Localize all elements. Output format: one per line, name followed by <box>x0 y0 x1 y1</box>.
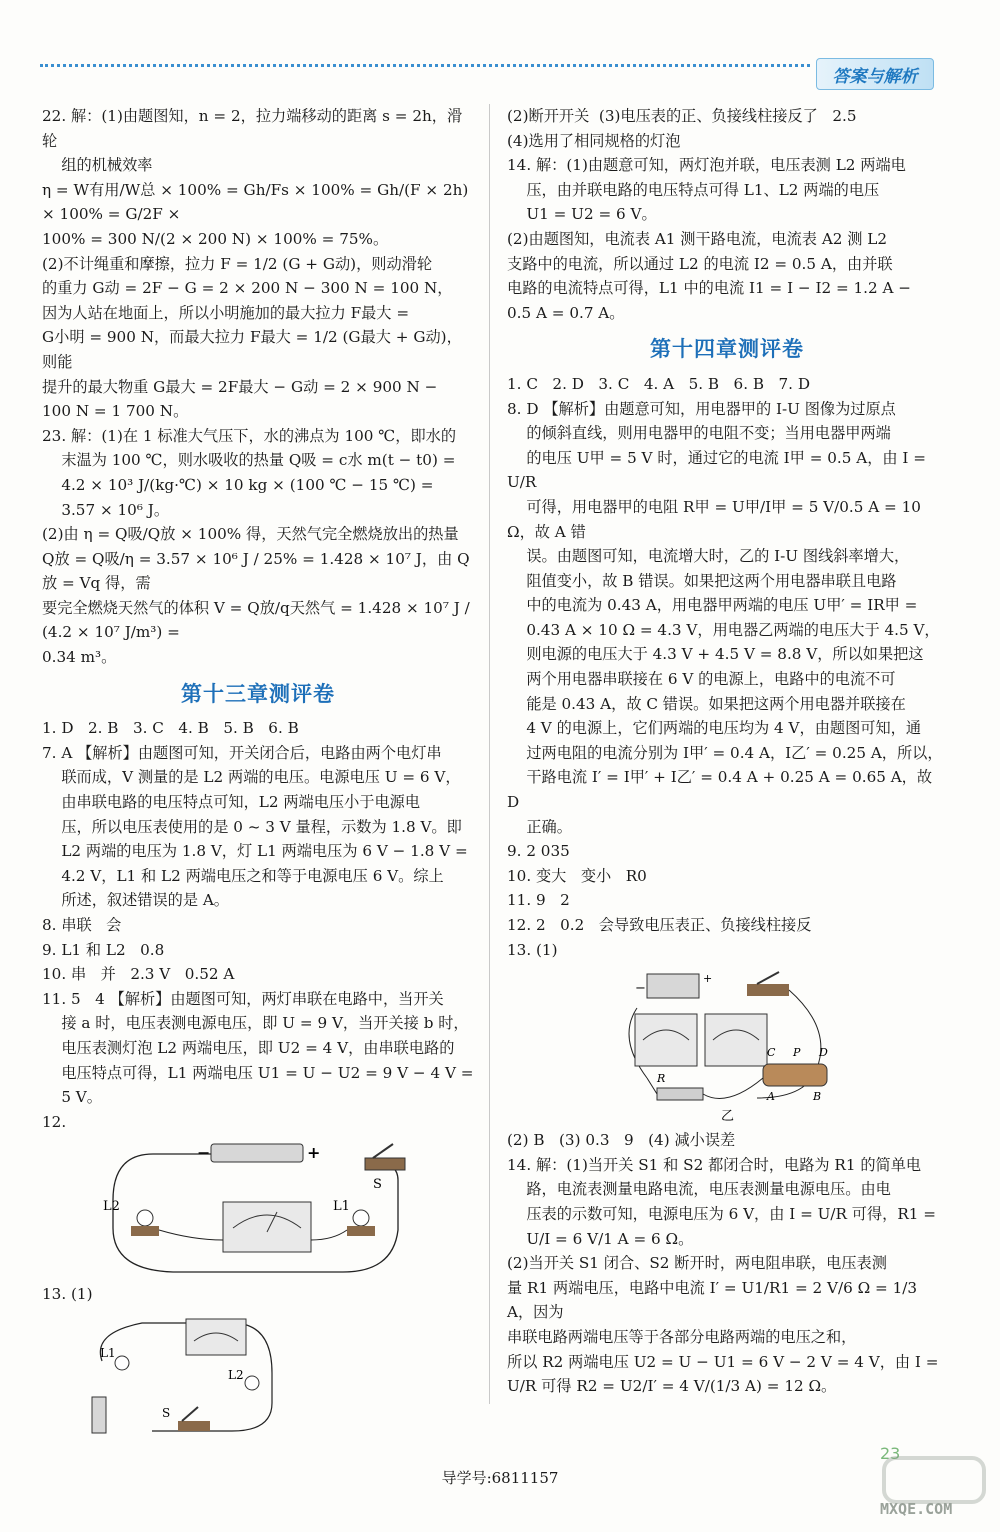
text-line: 14. 解：(1)由题意可知，两灯泡并联，电压表测 L2 两端电 <box>507 156 906 175</box>
svg-text:L1: L1 <box>333 1199 350 1215</box>
text-line: 1. D 2. B 3. C 4. B 5. B 6. B <box>42 719 299 738</box>
text-line: 4.2 × 10³ J/(kg·℃) × 10 kg × (100 ℃ − 15 ℃) = <box>42 475 434 494</box>
text-line: 压表的示数可知，电源电压为 6 V，由 I = U/R 可得，R1 = <box>507 1204 937 1223</box>
text-line: 联而成，V 测量的是 L2 两端的电压。电源电压 U = 6 V， <box>42 768 461 787</box>
text-line: 5 V。 <box>42 1088 102 1107</box>
section-title-13: 第十三章测评卷 <box>181 681 335 706</box>
text-line: 过两电阻的电流分别为 I甲′ = 0.4 A，I乙′ = 0.25 A，所以， <box>507 743 943 762</box>
bulb-l2-icon <box>245 1376 259 1390</box>
circuit-figure-12 <box>93 1140 423 1278</box>
text-line: 所以 R2 两端电压 U2 = U − U1 = 6 V − 2 V = 4 V，由 I = <box>507 1352 939 1371</box>
svg-text:P: P <box>793 1046 801 1060</box>
text-line: 11. 5 4 【解析】由题图可知，两灯串联在电路中，当开关 <box>42 989 444 1008</box>
rheostat-icon <box>763 1064 827 1086</box>
question-13-label: 13. (1) <box>42 1285 93 1304</box>
circuit-figure-14 <box>617 968 837 1124</box>
battery-icon <box>92 1397 106 1433</box>
text-line: 串联电路两端电压等于各部分电路两端的电压之和， <box>507 1327 857 1346</box>
svg-text:S: S <box>373 1177 382 1193</box>
battery-icon <box>211 1144 303 1162</box>
svg-text:L1: L1 <box>100 1345 116 1360</box>
text-line: 3.57 × 10⁶ J。 <box>42 500 170 519</box>
text-line: 要完全燃烧天然气的体积 V = Q放/q天然气 = 1.428 × 10⁷ J / (4.2 × 10⁷ J/m³) = <box>42 598 475 642</box>
text-line: 10. 变大 变小 R0 <box>507 866 647 885</box>
question-12-label: 12. <box>42 1112 67 1131</box>
text-line: 可得，用电器甲的电阻 R甲 = U甲/I甲 = 5 V/0.5 A = 10 Ω，故 A 错 <box>507 497 926 541</box>
text-line: 4 V 的电源上，它们两端的电压均为 4 V，由题图可知，通 <box>507 719 922 738</box>
left-answer-block <box>42 104 474 670</box>
text-line: 11. 9 2 <box>507 891 570 910</box>
text-line: 10. 串 并 2.3 V 0.52 A <box>42 965 235 984</box>
section-title-14: 第十四章测评卷 <box>650 337 804 362</box>
text-line: 13. (1) <box>507 940 558 959</box>
text-line: 接 a 时，电压表测电源电压，即 U = 9 V，当开关接 b 时， <box>42 1014 469 1033</box>
text-line: 0.5 A = 0.7 A。 <box>507 303 625 322</box>
text-line: 中的电流为 0.43 A，用电器甲两端的电压 U甲′ = IR甲 = <box>507 596 918 615</box>
text-line: 电压表测灯泡 L2 两端电压，即 U2 = 4 V，由串联电路的 <box>42 1038 455 1057</box>
text-line: 两个用电器串联接在 6 V 的电源上，电路中的电流不可 <box>507 670 896 689</box>
text-line: 量 R1 两端电压，电路中电流 I′ = U1/R1 = 2 V/6 Ω = 1/3 A，因为 <box>507 1278 922 1322</box>
text-line: 9. 2 035 <box>507 842 570 861</box>
switch-icon <box>178 1421 210 1431</box>
text-line: (2) B (3) 0.3 9 (4) 减小误差 <box>507 1131 736 1150</box>
header-badge: 答案与解析 <box>816 58 934 90</box>
text-line: 由串联电路的电压特点可知，L2 两端电压小于电源电 <box>42 793 421 812</box>
text-line: 0.43 A × 10 Ω = 4.3 V，用电器乙两端的电压大于 4.5 V， <box>507 620 940 639</box>
text-line: 组的机械效率 <box>42 156 153 175</box>
resistor-icon <box>657 1088 703 1100</box>
svg-text:D: D <box>819 1046 828 1060</box>
text-line: (4)选用了相同规格的灯泡 <box>507 131 681 150</box>
text-line: G小明 = 900 N，而最大拉力 F最大 = 1/2 (G最大 + G动)，则能 <box>42 328 462 371</box>
svg-text:S: S <box>162 1405 171 1420</box>
text-line: (2)断开开关 (3)电压表的正、负接线柱接反了 2.5 <box>507 107 857 125</box>
text-line: 路，电流表测量电路电流，电压表测量电源电压。由电 <box>507 1180 891 1199</box>
svg-text:R: R <box>657 1072 666 1086</box>
voltmeter-icon <box>186 1319 246 1355</box>
text-line: 压，所以电压表使用的是 0 ~ 3 V 量程，示数为 1.8 V。即 <box>42 817 462 836</box>
svg-text:+: + <box>307 1143 321 1163</box>
text-line: 支路中的电流，所以通过 L2 的电流 I2 = 0.5 A，由并联 <box>507 254 893 273</box>
section14-answers-bottom <box>507 1128 947 1399</box>
text-line: 则电源的电压大于 4.3 V + 4.5 V = 8.8 V，所以如果把这 <box>507 645 924 664</box>
text-line: Q放 = Q吸/η = 3.57 × 10⁶ J / 25% = 1.428 × 10⁷ J，由 Q放 = Vq 得，需 <box>42 549 470 593</box>
text-line: U1 = U2 = 6 V。 <box>507 205 657 224</box>
text-line: 正确。 <box>507 817 572 836</box>
text-line: 100% = 300 N/(2 × 200 N) × 100% = 75%。 <box>42 229 389 248</box>
text-line: 电路的电流特点可得，L1 中的电流 I1 = I − I2 = 1.2 A − <box>507 279 911 298</box>
section14-answers <box>507 372 947 962</box>
svg-text:+: + <box>703 972 713 986</box>
svg-text:B: B <box>813 1090 822 1104</box>
text-line: (2)由题图知，电流表 A1 测干路电流，电流表 A2 测 L2 <box>507 229 888 248</box>
text-line: 8. D 【解析】由题意可知，用电器甲的 I-U 图像为过原点 <box>507 399 896 418</box>
text-line: 7. A 【解析】由题图可知，开关闭合后，电路由两个电灯串 <box>42 743 442 762</box>
circuit-figure-13 <box>82 1313 292 1441</box>
text-line: 提升的最大物重 G最大 = 2F最大 − G动 = 2 × 900 N − <box>42 377 438 396</box>
text-line: (2)当开关 S1 闭合、S2 断开时，两电阻串联，电压表测 <box>507 1254 887 1273</box>
switch-icon <box>365 1158 405 1170</box>
text-line: (2)不计绳重和摩擦，拉力 F = 1/2 (G + G动)，则动滑轮 <box>42 254 433 273</box>
text-line: 12. 2 0.2 会导致电压表正、负接线柱接反 <box>507 916 812 934</box>
watermark-text: MXQE.COM <box>880 1500 953 1518</box>
text-line: U/R 可得 R2 = U2/I′ = 4 V/(1/3 A) = 12 Ω。 <box>507 1377 837 1396</box>
svg-text:−: − <box>635 981 646 997</box>
switch-icon <box>747 984 789 996</box>
text-line: 电压特点可得，L1 两端电压 U1 = U − U2 = 9 V − 4 V = <box>42 1063 474 1082</box>
header-rule <box>40 64 810 67</box>
ammeter-icon <box>705 1014 767 1066</box>
bulb-l1-icon <box>353 1210 369 1226</box>
svg-text:A: A <box>767 1090 775 1104</box>
svg-text:L2: L2 <box>228 1367 244 1382</box>
text-line: 8. 串联 会 <box>42 916 122 934</box>
svg-text:−: − <box>197 1143 211 1163</box>
text-line: 误。由题图可知，电流增大时，乙的 I-U 图线斜率增大， <box>507 547 910 566</box>
right-answer-block <box>507 104 947 325</box>
page-number: 23 <box>880 1444 901 1463</box>
text-line: 0.34 m³。 <box>42 648 117 667</box>
text-line: U/I = 6 V/1 A = 6 Ω。 <box>507 1229 694 1248</box>
text-line: 4.2 V，L1 和 L2 两端电压之和等于电源电压 6 V。综上 <box>42 866 444 885</box>
text-line: 14. 解：(1)当开关 S1 和 S2 都闭合时，电路为 R1 的简单电 <box>507 1155 922 1174</box>
text-line: 100 N = 1 700 N。 <box>42 402 189 421</box>
text-line: 末温为 100 ℃，则水吸收的热量 Q吸 = c水 m(t − t0) = <box>42 451 456 470</box>
bulb-l1-icon <box>115 1356 129 1370</box>
text-line: 压，由并联电路的电压特点可得 L1、L2 两端的电压 <box>507 180 880 199</box>
text-line: 的倾斜直线，则用电器甲的电阻不变；当用电器甲两端 <box>507 424 891 443</box>
svg-text:L2: L2 <box>103 1199 120 1215</box>
text-line: 的重力 G动 = 2F − G = 2 × 200 N − 300 N = 100 N， <box>42 279 453 298</box>
voltmeter-icon <box>635 1014 697 1066</box>
text-line: (2)由 η = Q吸/Q放 × 100% 得，天然气完全燃烧放出的热量 <box>42 525 459 544</box>
text-line: 23. 解：(1)在 1 标准大气压下，水的沸点为 100 ℃，即水的 <box>42 426 457 445</box>
text-line: 9. L1 和 L2 0.8 <box>42 940 165 959</box>
svg-text:C: C <box>767 1046 776 1060</box>
battery-icon <box>647 974 699 998</box>
text-line: η = W有用/W总 × 100% = Gh/Fs × 100% = Gh/(F × 2h) × 100% = G/2F × <box>42 180 474 224</box>
text-line: 1. C 2. D 3. C 4. A 5. B 6. B 7. D <box>507 374 811 393</box>
text-line: 因为人站在地面上，所以小明施加的最大拉力 F最大 = <box>42 303 410 322</box>
column-divider <box>489 104 490 1404</box>
text-line: L2 两端的电压为 1.8 V，灯 L1 两端电压为 6 V − 1.8 V = <box>42 842 468 861</box>
text-line: 所述，叙述错误的是 A。 <box>42 891 229 910</box>
right-column <box>507 104 947 1399</box>
bulb-l2-icon <box>137 1210 153 1226</box>
section13-answers <box>42 716 474 1110</box>
text-line: 能是 0.43 A，故 C 错误。如果把这两个用电器并联接在 <box>507 694 906 713</box>
text-line: 阻值变小，故 B 错误。如果把这两个用电器串联且电路 <box>507 571 897 590</box>
text-line: 22. 解：(1)由题图知，n = 2，拉力端移动的距离 s = 2h，滑轮 <box>42 107 463 150</box>
svg-text:乙: 乙 <box>721 1109 735 1125</box>
voltmeter-icon <box>223 1202 311 1252</box>
footer-code: 导学号:6811157 <box>441 1469 559 1487</box>
text-line: 的电压 U甲 = 5 V 时，通过它的电流 I甲 = 0.5 A，由 I = U/R <box>507 448 931 492</box>
left-column <box>42 104 474 1445</box>
text-line: 干路电流 I′ = I甲′ + I乙′ = 0.4 A + 0.25 A = 0.65 A，故 D <box>507 768 937 812</box>
